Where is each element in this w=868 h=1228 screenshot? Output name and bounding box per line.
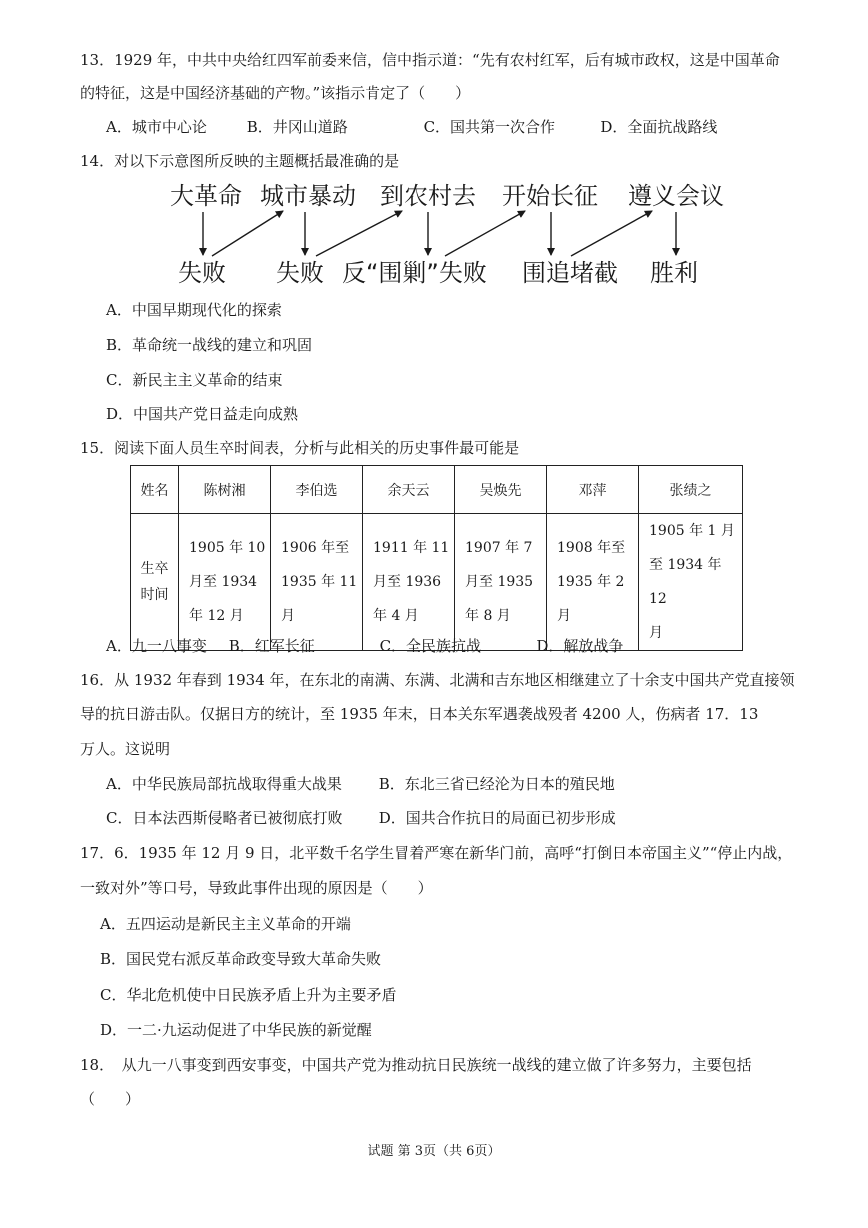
table-name-cell: 陈树湘 [179, 466, 271, 514]
q16-option-a: A．中华民族局部抗战取得重大战果 [106, 775, 342, 793]
arrow-up-3 [445, 211, 525, 256]
date-line: 1906 年至 [281, 540, 350, 556]
q14-option-b: B．革命统一战线的建立和巩固 [106, 336, 313, 354]
q16-options-row2 [106, 808, 616, 828]
q16-stem-line1: 16．从 1932 年春到 1934 年，在东北的南满、东满、北满和吉东地区相继建立了十余支中国共产党直接领 [80, 671, 795, 689]
date-line: 月至 1934 [189, 574, 258, 590]
q13-stem-line2: 的特征，这是中国经济基础的产物。”该指示肯定了（ ） [80, 84, 471, 102]
diagram-top-4: 开始长征 [502, 182, 598, 210]
q16-option-b: B．东北三省已经沦为日本的殖民地 [378, 775, 615, 793]
table-row-label-name: 姓名 [131, 466, 179, 514]
q14-option-c: C．新民主主义革命的结束 [106, 371, 283, 389]
q14-option-d: D．中国共产党日益走向成熟 [106, 405, 299, 423]
table-name-cell: 张绩之 [639, 466, 743, 514]
table-name-cell: 邓萍 [547, 466, 639, 514]
lifespan-table [130, 465, 743, 651]
q15-stem: 15．阅读下面人员生卒时间表，分析与此相关的历史事件最可能是 [80, 439, 520, 457]
q15-option-d: D．解放战争 [536, 637, 624, 655]
date-line: 1905 年 1 月 [649, 523, 735, 539]
date-line: 月 [649, 625, 663, 641]
q15-option-b: B．红军长征 [228, 637, 315, 655]
q16-options-row1 [106, 774, 615, 794]
diagram-bottom-4: 围追堵截 [522, 259, 618, 287]
diagram-top-2: 城市暴动 [260, 182, 356, 210]
table-name-cell: 余天云 [363, 466, 455, 514]
diagram-top-1: 大革命 [170, 182, 242, 210]
q17-stem-line2: 一致对外”等口号，导致此事件出现的原因是（ ） [80, 879, 433, 897]
date-line: 1911 年 11 [373, 540, 450, 556]
table-row-label-dates [131, 514, 179, 651]
table-name-cell: 李伯选 [271, 466, 363, 514]
q15-option-c: C．全民族抗战 [379, 637, 482, 655]
arrow-up-2 [316, 211, 402, 256]
date-line: 至 1934 年 12 [649, 557, 722, 607]
q17-option-d: D．一二·九运动促进了中华民族的新觉醒 [100, 1021, 372, 1039]
q16-option-d: D．国共合作抗日的局面已初步形成 [378, 809, 616, 827]
table-date-cell [179, 514, 271, 651]
q17-option-a: A．五四运动是新民主主义革命的开端 [100, 915, 351, 933]
date-line: 月 [557, 608, 571, 624]
date-line: 年 12 月 [189, 608, 244, 624]
table-date-cell [639, 514, 743, 651]
table-date-cell [271, 514, 363, 651]
table-name-cell: 吴焕先 [455, 466, 547, 514]
diagram-arrows [0, 0, 868, 300]
diagram-bottom-2: 失败 [276, 259, 324, 287]
q13-stem-line1: 13．1929 年，中共中央给红四军前委来信，信中指示道：“先有农村红军，后有城市政权，这是中国革命 [80, 51, 780, 69]
q13-option-c: C．国共第一次合作 [423, 118, 556, 136]
date-line: 1907 年 7 [465, 540, 533, 556]
row-label-line2: 时间 [140, 587, 169, 603]
date-line: 1905 年 10 [189, 540, 266, 556]
date-line: 月至 1936 [373, 574, 442, 590]
q17-stem-line1: 17．6．1935 年 12 月 9 日，北平数千名学生冒着严寒在新华门前，高呼“打倒日本帝国主义”“停止内战， [80, 844, 793, 862]
q13-option-d: D．全面抗战路线 [600, 118, 718, 136]
date-line: 年 8 月 [465, 608, 511, 624]
q16-stem-line3: 万人。这说明 [80, 740, 171, 758]
diagram-bottom-3: 反“围剿”失败 [342, 259, 487, 287]
diagram-bottom-5: 胜利 [650, 259, 698, 287]
date-line: 1935 年 2 [557, 574, 625, 590]
date-line: 年 4 月 [373, 608, 419, 624]
diagram-bottom-1: 失败 [178, 259, 226, 287]
q17-option-b: B．国民党右派反革命政变导致大革命失败 [100, 950, 382, 968]
table-date-cell [547, 514, 639, 651]
table-date-cell [363, 514, 455, 651]
q14-option-a: A．中国早期现代化的探索 [106, 301, 282, 319]
q13-option-a: A．城市中心论 [106, 118, 207, 136]
diagram-top-5: 遵义会议 [628, 182, 724, 210]
arrow-up-4 [571, 211, 652, 256]
q15-options [106, 636, 623, 656]
page-footer: 试题 第 3页（共 6页） [367, 1144, 501, 1159]
q16-stem-line2: 导的抗日游击队。仅据日方的统计，至 1935 年末，日本关东军遇袭战殁者 4200 人，伤病者 17．13 [80, 705, 759, 723]
table-date-cell [455, 514, 547, 651]
date-line: 1908 年至 [557, 540, 626, 556]
q16-option-c: C．日本法西斯侵略者已被彻底打败 [106, 809, 343, 827]
date-line: 月 [281, 608, 295, 624]
diagram-top-3: 到农村去 [380, 182, 476, 210]
row-label-line1: 生卒 [140, 561, 169, 577]
q15-option-a: A．九一八事变 [106, 637, 207, 655]
q14-stem: 14．对以下示意图所反映的主题概括最准确的是 [80, 152, 400, 170]
arrow-up-1 [212, 211, 283, 256]
q13-option-b: B．井冈山道路 [246, 118, 348, 136]
q17-option-c: C．华北危机使中日民族矛盾上升为主要矛盾 [100, 986, 397, 1004]
table-header-row [131, 466, 743, 514]
date-line: 1935 年 11 [281, 574, 358, 590]
q18-stem-line2: （ ） [80, 1090, 141, 1108]
q18-stem-line1: 18． 从九一八事变到西安事变，中国共产党为推动抗日民族统一战线的建立做了许多努力，主要包括 [80, 1056, 752, 1074]
date-line: 月至 1935 [465, 574, 534, 590]
table-dates-row [131, 514, 743, 651]
